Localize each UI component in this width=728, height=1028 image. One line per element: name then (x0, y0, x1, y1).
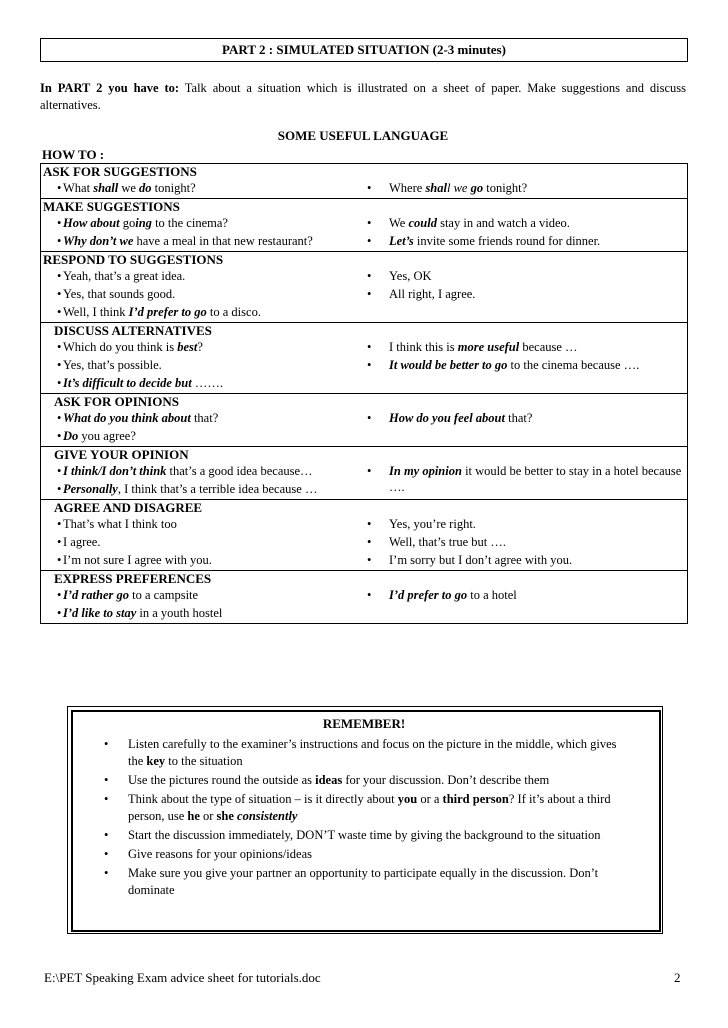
phrase-item: • Personally, I think that’s a terrible idea because … (57, 482, 318, 496)
page-title: PART 2 : SIMULATED SITUATION (2-3 minutes) (40, 38, 688, 62)
section-ask-for-suggestions (41, 164, 687, 198)
how-to-label: HOW TO : (42, 147, 105, 162)
section-heading: RESPOND TO SUGGESTIONS (43, 252, 224, 267)
phrase-item: • I’m sorry but I don’t agree with you. (367, 553, 573, 567)
section-ask-for-opinions (41, 393, 687, 446)
section-make-suggestions (41, 198, 687, 251)
intro-paragraph: In PART 2 you have to: Talk about a situation which is illustrated on a sheet of paper. Make suggestions and discuss alternatives. (40, 81, 686, 112)
phrase-item: • I think this is more useful because … (367, 340, 578, 354)
phrase-item: • Yes, you’re right. (367, 517, 476, 531)
section-heading: EXPRESS PREFERENCES (54, 571, 212, 586)
phrase-item: • Let’s invite some friends round for dinner. (367, 234, 601, 248)
phrase-item: • It’s difficult to decide but ……. (57, 376, 223, 390)
phrase-item: • Which do you think is best? (57, 340, 203, 354)
section-heading: ASK FOR OPINIONS (54, 394, 179, 409)
remember-list (100, 736, 620, 901)
phrase-item: • Why don’t we have a meal in that new restaurant? (57, 234, 313, 248)
phrase-item: • Well, I think I’d prefer to go to a disco. (57, 305, 261, 319)
phrase-item: • Yes, that sounds good. (57, 287, 176, 301)
remember-item: • Start the discussion immediately, DON’T waste time by giving the background to the situation (104, 828, 601, 842)
phrase-item: • I’d rather go to a campsite (57, 588, 199, 602)
phrase-item: • I agree. (57, 535, 101, 549)
useful-language-heading: SOME USEFUL LANGUAGE (277, 128, 449, 143)
phrase-table (40, 163, 688, 624)
section-heading: MAKE SUGGESTIONS (43, 199, 180, 214)
phrase-item: • I’d prefer to go to a hotel (367, 588, 517, 602)
phrase-item: • Yeah, that’s a great idea. (57, 269, 186, 283)
section-give-your-opinion (41, 446, 687, 499)
phrase-item: • In my opinion it would be better to stay in a hotel because …. (367, 464, 682, 494)
phrase-item: • Well, that’s true but …. (367, 535, 507, 549)
phrase-item: • Yes, that’s possible. (57, 358, 162, 372)
section-respond-to-suggestions (41, 251, 687, 322)
section-heading: DISCUSS ALTERNATIVES (54, 323, 212, 338)
phrase-item: • How do you feel about that? (367, 411, 533, 425)
phrase-item: • What shall we do tonight? (57, 181, 196, 195)
phrase-item: • I’m not sure I agree with you. (57, 553, 212, 567)
phrase-item: • Where shall we go tonight? (367, 181, 528, 195)
phrase-item: • All right, I agree. (367, 287, 476, 301)
section-express-preferences (41, 570, 687, 623)
phrase-item: • How about going to the cinema? (57, 216, 228, 230)
section-heading: ASK FOR SUGGESTIONS (43, 164, 197, 179)
section-discuss-alternatives (41, 322, 687, 393)
phrase-item: • Do you agree? (57, 429, 136, 443)
section-heading: AGREE AND DISAGREE (54, 500, 203, 515)
phrase-item: • That’s what I think too (57, 517, 177, 531)
footer-filename: E:\PET Speaking Exam advice sheet for tutorials.doc (44, 970, 321, 985)
phrase-item: • What do you think about that? (57, 411, 219, 425)
remember-item: • Make sure you give your partner an opportunity to participate equally in the discussion. Don’t dominate (104, 866, 599, 897)
phrase-item: • It would be better to go to the cinema because …. (367, 358, 640, 372)
section-agree-and-disagree (41, 499, 687, 570)
phrase-item: • Yes, OK (367, 269, 432, 283)
remember-title: REMEMBER! (322, 716, 406, 731)
section-heading: GIVE YOUR OPINION (54, 447, 189, 462)
phrase-item: • We could stay in and watch a video. (367, 216, 570, 230)
remember-item: • Use the pictures round the outside as ideas for your discussion. Don’t describe them (104, 773, 550, 787)
remember-item: • Give reasons for your opinions/ideas (104, 847, 312, 861)
remember-item: • Listen carefully to the examiner’s instructions and focus on the picture in the middle, which gives the key to the situation (104, 737, 617, 768)
remember-item: • Think about the type of situation – is it directly about you or a third person? If it’s about a third person, use he or she consistently (104, 792, 611, 823)
phrase-item: • I think/I don’t think that’s a good idea because… (57, 464, 313, 478)
page-number: 2 (674, 970, 681, 985)
phrase-item: • I’d like to stay in a youth hostel (57, 606, 223, 620)
